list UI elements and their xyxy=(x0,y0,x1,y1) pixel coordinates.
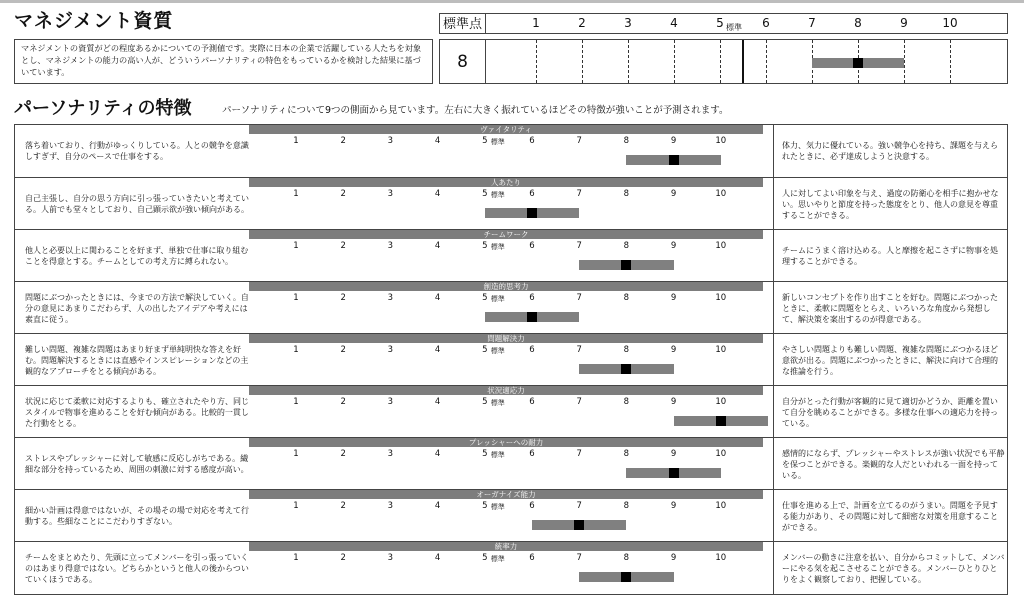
scale-gridline xyxy=(904,40,905,83)
trait-scale-number: 2 xyxy=(340,136,346,146)
trait-scale-number: 2 xyxy=(340,553,346,563)
management-title: マネジメント資質 xyxy=(14,10,174,32)
trait-scale-number: 6 xyxy=(529,501,535,511)
trait-row xyxy=(15,229,1007,282)
trait-scale-number: 3 xyxy=(387,397,394,407)
trait-score-marker xyxy=(527,208,537,218)
trait-scale-number: 5 xyxy=(482,397,488,407)
trait-scale-number: 3 xyxy=(387,345,394,355)
trait-scale-number: 6 xyxy=(529,189,535,199)
trait-left-description: 問題にぶつかったときには、今までの方法で解決していく。自分の意見にあまりこだわらず、人の出したアイデアや考えには素直に従う。 xyxy=(25,292,249,324)
trait-score-marker xyxy=(621,572,631,582)
trait-scale-number: 4 xyxy=(434,241,441,251)
trait-standard-label: 標準 xyxy=(490,399,505,407)
scale-number: 8 xyxy=(854,16,862,30)
scale-gridline xyxy=(536,40,537,83)
standard-label: 標準 xyxy=(726,23,742,32)
trait-scale-number: 5 xyxy=(482,345,488,355)
trait-scale-number: 9 xyxy=(670,241,677,251)
trait-left-description: 細かい計画は得意ではないが、その場その場で対応を考えて行動する。些細なことにこだわりすぎない。 xyxy=(25,506,249,526)
trait-scale-number: 3 xyxy=(387,189,394,199)
trait-name-bar: オーガナイズ能力 xyxy=(249,490,763,499)
personality-table xyxy=(14,124,1008,595)
trait-name-bar: チームワーク xyxy=(249,230,763,239)
scale-gridline xyxy=(674,40,675,83)
trait-scale-number: 4 xyxy=(434,501,441,511)
trait-scale-number: 10 xyxy=(715,345,727,355)
scale-gridline xyxy=(720,40,721,83)
trait-right-description: 人に対してよい印象を与え、過度の防衛心を相手に抱かせない。思いやりと節度を持った態度をとり、他人の意見を尊重することができる。 xyxy=(773,178,1005,230)
trait-left-description: 難しい問題、複雑な問題はあまり好まず単純明快な答えを好む。問題解決するときには直感やインスピレーションなどの主観的なアプローチをとる傾向がある。 xyxy=(25,344,249,376)
trait-name-bar: ヴァイタリティ xyxy=(249,125,763,134)
trait-scale-number: 8 xyxy=(623,293,630,303)
management-scale-body xyxy=(486,39,1008,84)
trait-scale-number: 1 xyxy=(293,345,299,355)
trait-scale-number: 1 xyxy=(293,501,299,511)
trait-row xyxy=(15,437,1007,490)
management-score: 8 xyxy=(439,39,486,84)
trait-scale-number: 7 xyxy=(576,501,582,511)
trait-scale-number: 4 xyxy=(434,189,441,199)
trait-scale-number: 8 xyxy=(623,397,630,407)
trait-left-description: 落ち着いており、行動がゆっくりしている。人との競争を意識しすぎず、自分のペースで仕事をする。 xyxy=(25,141,249,161)
trait-left-description: チームをまとめたり、先頭に立ってメンバーを引っ張っていくのはあまり得意ではない。どちらかというと他人の後からついていくほうである。 xyxy=(25,553,249,584)
trait-scale-number: 10 xyxy=(715,449,727,459)
trait-scale-number: 6 xyxy=(529,397,535,407)
trait-standard-label: 標準 xyxy=(490,503,505,511)
trait-scale-number: 5 xyxy=(482,136,488,146)
trait-scale-number: 6 xyxy=(529,136,535,146)
trait-scale-number: 3 xyxy=(387,241,394,251)
trait-right-description: 新しいコンセプトを作り出すことを好む。問題にぶつかったときに、柔軟に問題をとらえ、いろいろな角度から発想して、解決策を案出するのが得意である。 xyxy=(773,282,1005,334)
trait-scale-number: 6 xyxy=(529,345,535,355)
trait-scale-number: 7 xyxy=(576,397,582,407)
trait-scale-number: 2 xyxy=(340,397,346,407)
trait-scale-number: 7 xyxy=(576,345,582,355)
trait-row xyxy=(15,489,1007,542)
trait-scale-number: 1 xyxy=(293,397,299,407)
trait-score-marker xyxy=(574,520,584,530)
trait-scale-number: 4 xyxy=(434,553,441,563)
scale-number: 7 xyxy=(808,16,816,30)
trait-scale-number: 3 xyxy=(387,553,394,563)
trait-row xyxy=(15,125,1007,177)
trait-standard-label: 標準 xyxy=(490,295,505,303)
trait-scale-number: 10 xyxy=(715,136,727,146)
trait-right-description: 感情的にならず、プレッシャーやストレスが強い状況でも平静を保つことができる。楽観的な人だといわれる一面を持っている。 xyxy=(773,438,1005,490)
trait-score-marker xyxy=(716,416,726,426)
trait-scale-number: 10 xyxy=(715,553,727,563)
trait-score-marker xyxy=(621,364,631,374)
trait-scale-number: 1 xyxy=(293,553,299,563)
trait-row xyxy=(15,281,1007,334)
scale-number: 6 xyxy=(762,16,770,30)
trait-right-description: メンバーの動きに注意を払い、自分からコミットして、メンバーにやる気を起こさせることができる。メンバーひとりひとりをよく観察しており、把握している。 xyxy=(773,542,1005,595)
trait-row xyxy=(15,541,1007,595)
trait-scale-number: 2 xyxy=(340,501,346,511)
trait-scale-number: 8 xyxy=(623,189,630,199)
trait-scale-number: 9 xyxy=(670,189,677,199)
trait-scale-number: 7 xyxy=(576,293,582,303)
trait-scale-number: 9 xyxy=(670,345,677,355)
trait-scale-number: 6 xyxy=(529,449,535,459)
top-border xyxy=(0,0,1024,3)
management-score-marker xyxy=(853,58,863,68)
trait-row xyxy=(15,177,1007,230)
trait-scale-number: 1 xyxy=(293,449,299,459)
trait-scale-number: 9 xyxy=(670,136,677,146)
standard-score-header: 標準点 xyxy=(439,13,486,34)
trait-scale-number: 7 xyxy=(576,136,582,146)
trait-standard-label: 標準 xyxy=(490,243,505,251)
trait-scale-number: 7 xyxy=(576,449,582,459)
scale-number: 5 xyxy=(716,16,724,30)
trait-standard-label: 標準 xyxy=(490,191,505,199)
trait-scale-number: 9 xyxy=(670,501,677,511)
trait-scale-number: 9 xyxy=(670,449,677,459)
scale-number: 10 xyxy=(942,16,958,30)
trait-scale-number: 10 xyxy=(715,293,727,303)
trait-scale-number: 1 xyxy=(293,241,299,251)
trait-scale-number: 3 xyxy=(387,449,394,459)
trait-scale-number: 5 xyxy=(482,449,488,459)
trait-standard-label: 標準 xyxy=(490,451,505,459)
personality-subtitle: パーソナリティについて9つの側面から見ています。左右に大きく振れているほどその特徴が強いことが予測されます。 xyxy=(222,105,729,116)
trait-scale-number: 5 xyxy=(482,241,488,251)
trait-right-description: 体力、気力に優れている。強い競争心を持ち、課題を与えられたときに、必ず達成しようと決意する。 xyxy=(773,125,1005,177)
trait-score-marker xyxy=(669,155,679,165)
trait-scale-number: 4 xyxy=(434,397,441,407)
trait-scale-number: 4 xyxy=(434,449,441,459)
trait-scale-number: 3 xyxy=(387,501,394,511)
personality-title: パーソナリティの特徴 xyxy=(14,98,192,119)
trait-scale-number: 5 xyxy=(482,501,488,511)
trait-scale-number: 1 xyxy=(293,189,299,199)
trait-scale-number: 9 xyxy=(670,553,677,563)
trait-scale-number: 8 xyxy=(623,136,630,146)
trait-score-marker xyxy=(621,260,631,270)
trait-scale-number: 10 xyxy=(715,397,727,407)
scale-number: 4 xyxy=(670,16,678,30)
trait-scale-number: 10 xyxy=(715,189,727,199)
trait-scale-number: 2 xyxy=(340,189,346,199)
trait-scale-number: 5 xyxy=(482,553,488,563)
trait-scale-number: 2 xyxy=(340,345,346,355)
trait-scale-number: 4 xyxy=(434,345,441,355)
trait-scale-number: 7 xyxy=(576,241,582,251)
trait-scale-number: 1 xyxy=(293,293,299,303)
trait-right-description: 仕事を進める上で、計画を立てるのがうまい。問題を予見する能力があり、その問題に対して細密な対策を用意することができる。 xyxy=(773,490,1005,542)
trait-scale-number: 7 xyxy=(576,189,582,199)
scale-gridline xyxy=(628,40,629,83)
trait-scale-number: 8 xyxy=(623,553,630,563)
trait-score-marker xyxy=(669,468,679,478)
trait-name-bar: プレッシャーへの耐力 xyxy=(249,438,763,447)
scale-gridline xyxy=(582,40,583,83)
trait-row xyxy=(15,333,1007,386)
trait-scale-number: 2 xyxy=(340,241,346,251)
trait-scale-number: 9 xyxy=(670,293,677,303)
trait-right-description: 自分がとった行動が客観的に見て適切かどうか、距離を置いて自分を眺めることができる。多様な仕事への適応力を持っている。 xyxy=(773,386,1005,438)
trait-left-description: ストレスやプレッシャーに対して敏感に反応しがちである。繊細な部分を持っているため、周囲の刺激に対する感度が高い。 xyxy=(25,454,249,474)
trait-scale-number: 9 xyxy=(670,397,677,407)
trait-name-bar: 問題解決力 xyxy=(249,334,763,343)
trait-left-description: 他人と必要以上に関わることを好まず、単独で仕事に取り組むことを得意とする。チームとしての考え方に縛られない。 xyxy=(25,246,249,266)
trait-standard-label: 標準 xyxy=(490,138,505,146)
scale-number: 1 xyxy=(532,16,540,30)
trait-name-bar: 創造的思考力 xyxy=(249,282,763,291)
trait-right-description: チームにうまく溶け込める。人と摩擦を起こさずに物事を処理することができる。 xyxy=(773,230,1005,282)
trait-name-bar: 状況適応力 xyxy=(249,386,763,395)
trait-right-description: やさしい問題よりも難しい問題、複雑な問題にぶつかるほど意欲が出る。問題にぶつかったときに、解決に向けて合理的な推論を行う。 xyxy=(773,334,1005,386)
trait-scale-number: 8 xyxy=(623,241,630,251)
trait-left-description: 状況に応じて柔軟に対応するよりも、確立されたやり方、同じスタイルで物事を進めることを好む傾向がある。比較的一貫した行動をとる。 xyxy=(25,396,249,428)
trait-standard-label: 標準 xyxy=(490,347,505,355)
scale-number: 2 xyxy=(578,16,586,30)
scale-number: 3 xyxy=(624,16,632,30)
trait-scale-number: 8 xyxy=(623,449,630,459)
scale-gridline xyxy=(950,40,951,83)
trait-name-bar: 人あたり xyxy=(249,178,763,187)
trait-scale-number: 3 xyxy=(387,293,394,303)
trait-scale-number: 10 xyxy=(715,241,727,251)
trait-score-marker xyxy=(527,312,537,322)
trait-scale-number: 6 xyxy=(529,293,535,303)
scale-gridline xyxy=(766,40,767,83)
trait-standard-label: 標準 xyxy=(490,555,505,563)
trait-scale-number: 6 xyxy=(529,553,535,563)
trait-scale-number: 8 xyxy=(623,345,630,355)
trait-scale-number: 4 xyxy=(434,293,441,303)
trait-scale-number: 5 xyxy=(482,293,488,303)
management-scale-header xyxy=(486,13,1008,34)
standard-line xyxy=(742,40,744,83)
trait-scale-number: 8 xyxy=(623,501,630,511)
trait-name-bar: 統率力 xyxy=(249,542,763,551)
trait-row xyxy=(15,385,1007,438)
trait-left-description: 自己主張し、自分の思う方向に引っ張っていきたいと考えている。人前でも堂々としており、自己顕示欲が強い傾向がある。 xyxy=(25,194,249,214)
trait-scale-number: 10 xyxy=(715,501,727,511)
trait-scale-number: 4 xyxy=(434,136,441,146)
scale-number: 9 xyxy=(900,16,908,30)
management-description: マネジメントの資質がどの程度あるかについての予測値です。実際に日本の企業で活躍している人たちを対象とし、マネジメントの能力の高い人が、どういうパーソナリティの特色をもっているかを検討した結果に基づいています。 xyxy=(14,39,433,84)
trait-scale-number: 1 xyxy=(293,136,299,146)
trait-scale-number: 7 xyxy=(576,553,582,563)
trait-scale-number: 2 xyxy=(340,293,346,303)
trait-scale-number: 2 xyxy=(340,449,346,459)
trait-scale-number: 6 xyxy=(529,241,535,251)
trait-scale-number: 5 xyxy=(482,189,488,199)
trait-scale-number: 3 xyxy=(387,136,394,146)
